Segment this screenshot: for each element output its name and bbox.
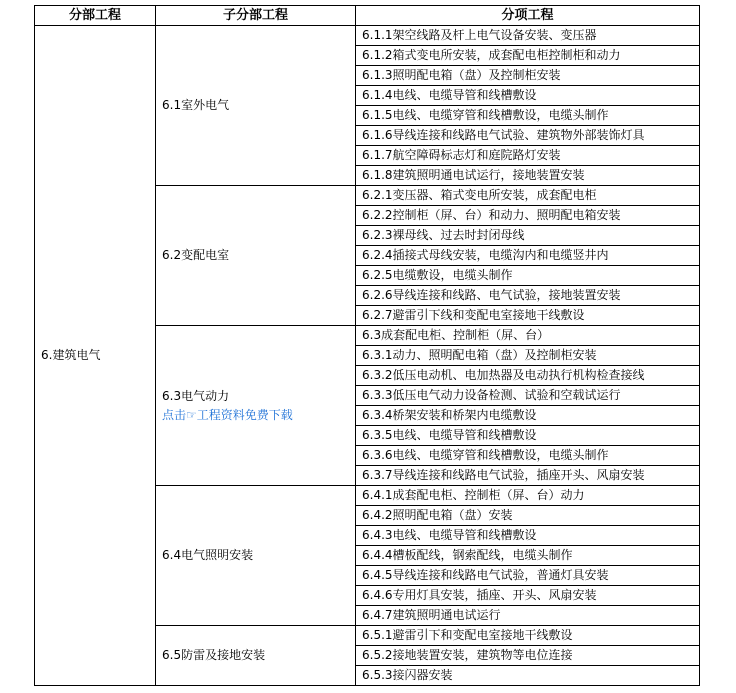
item-cell: 6.3.2低压电动机、电加热器及电动执行机构检查接线 [356,366,700,386]
subdivision-cell [156,326,356,486]
subdivision-cell [156,626,356,686]
item-cell: 6.4.2照明配电箱（盘）安装 [356,506,700,526]
subdivision-name: 6.3电气动力 [162,388,230,403]
subdivision-name: 6.4电气照明安装 [162,548,254,562]
item-cell: 6.4.7建筑照明通电试运行 [356,606,700,626]
item-cell: 6.3.1动力、照明配电箱（盘）及控制柜安装 [356,346,700,366]
table-header-row [35,6,700,26]
item-cell: 6.2.6导线连接和线路、电气试验，接地装置安装 [356,286,700,306]
table-row [35,26,700,46]
item-cell: 6.3.5电线、电缆导管和线槽敷设 [356,426,700,446]
item-cell: 6.2.2控制柜（屏、台）和动力、照明配电箱安装 [356,206,700,226]
item-cell: 6.4.3电线、电缆导管和线槽敷设 [356,526,700,546]
item-cell: 6.4.6专用灯具安装，插座、开头、风扇安装 [356,586,700,606]
subdivision-name: 6.2变配电室 [162,248,230,262]
item-cell: 6.2.3裸母线、过去时封闭母线 [356,226,700,246]
item-cell: 6.5.1避雷引下和变配电室接地干线敷设 [356,626,700,646]
item-cell: 6.2.1变压器、箱式变电所安装，成套配电柜 [356,186,700,206]
item-cell: 6.1.7航空障碍标志灯和庭院路灯安装 [356,146,700,166]
item-cell: 6.1.4电线、电缆导管和线槽敷设 [356,86,700,106]
construction-items-table [34,5,700,686]
item-cell: 6.1.6导线连接和线路电气试验、建筑物外部装饰灯具 [356,126,700,146]
subdivision-cell [156,186,356,326]
item-cell: 6.4.4槽板配线，钢索配线，电缆头制作 [356,546,700,566]
item-cell: 6.1.8建筑照明通电试运行，接地装置安装 [356,166,700,186]
item-cell: 6.4.5导线连接和线路电气试验，普通灯具安装 [356,566,700,586]
item-cell: 6.2.7避雷引下线和变配电室接地干线敷设 [356,306,700,326]
header-division: 分部工程 [35,6,156,26]
subdivision-cell [156,26,356,186]
item-cell: 6.2.4插接式母线安装，电缆沟内和电缆竖井内 [356,246,700,266]
item-cell: 6.1.2箱式变电所安装，成套配电柜控制柜和动力 [356,46,700,66]
item-cell: 6.3.6电线、电缆穿管和线槽敷设，电缆头制作 [356,446,700,466]
table-body [35,26,700,686]
item-cell: 6.1.5电线、电缆穿管和线槽敷设，电缆头制作 [356,106,700,126]
item-cell: 6.1.3照明配电箱（盘）及控制柜安装 [356,66,700,86]
subdivision-name: 6.5防雷及接地安装 [162,648,266,662]
item-cell: 6.4.1成套配电柜、控制柜（屏、台）动力 [356,486,700,506]
item-cell: 6.3.3低压电气动力设备检测、试验和空载试运行 [356,386,700,406]
header-subdivision: 子分部工程 [156,6,356,26]
subdivision-name: 6.1室外电气 [162,98,230,112]
item-cell: 6.2.5电缆敷设，电缆头制作 [356,266,700,286]
item-cell: 6.5.3接闪器安装 [356,666,700,686]
subdivision-cell [156,486,356,626]
item-cell: 6.3成套配电柜、控制柜（屏、台） [356,326,700,346]
item-cell: 6.5.2接地装置安装，建筑物等电位连接 [356,646,700,666]
download-link[interactable]: 点击☞工程资料免费下载 [162,407,293,422]
item-cell: 6.1.1架空线路及杆上电气设备安装、变压器 [356,26,700,46]
division-cell: 6.建筑电气 [35,26,156,686]
header-item: 分项工程 [356,6,700,26]
item-cell: 6.3.4桥架安装和桥架内电缆敷设 [356,406,700,426]
item-cell: 6.3.7导线连接和线路电气试验，插座开头、风扇安装 [356,466,700,486]
